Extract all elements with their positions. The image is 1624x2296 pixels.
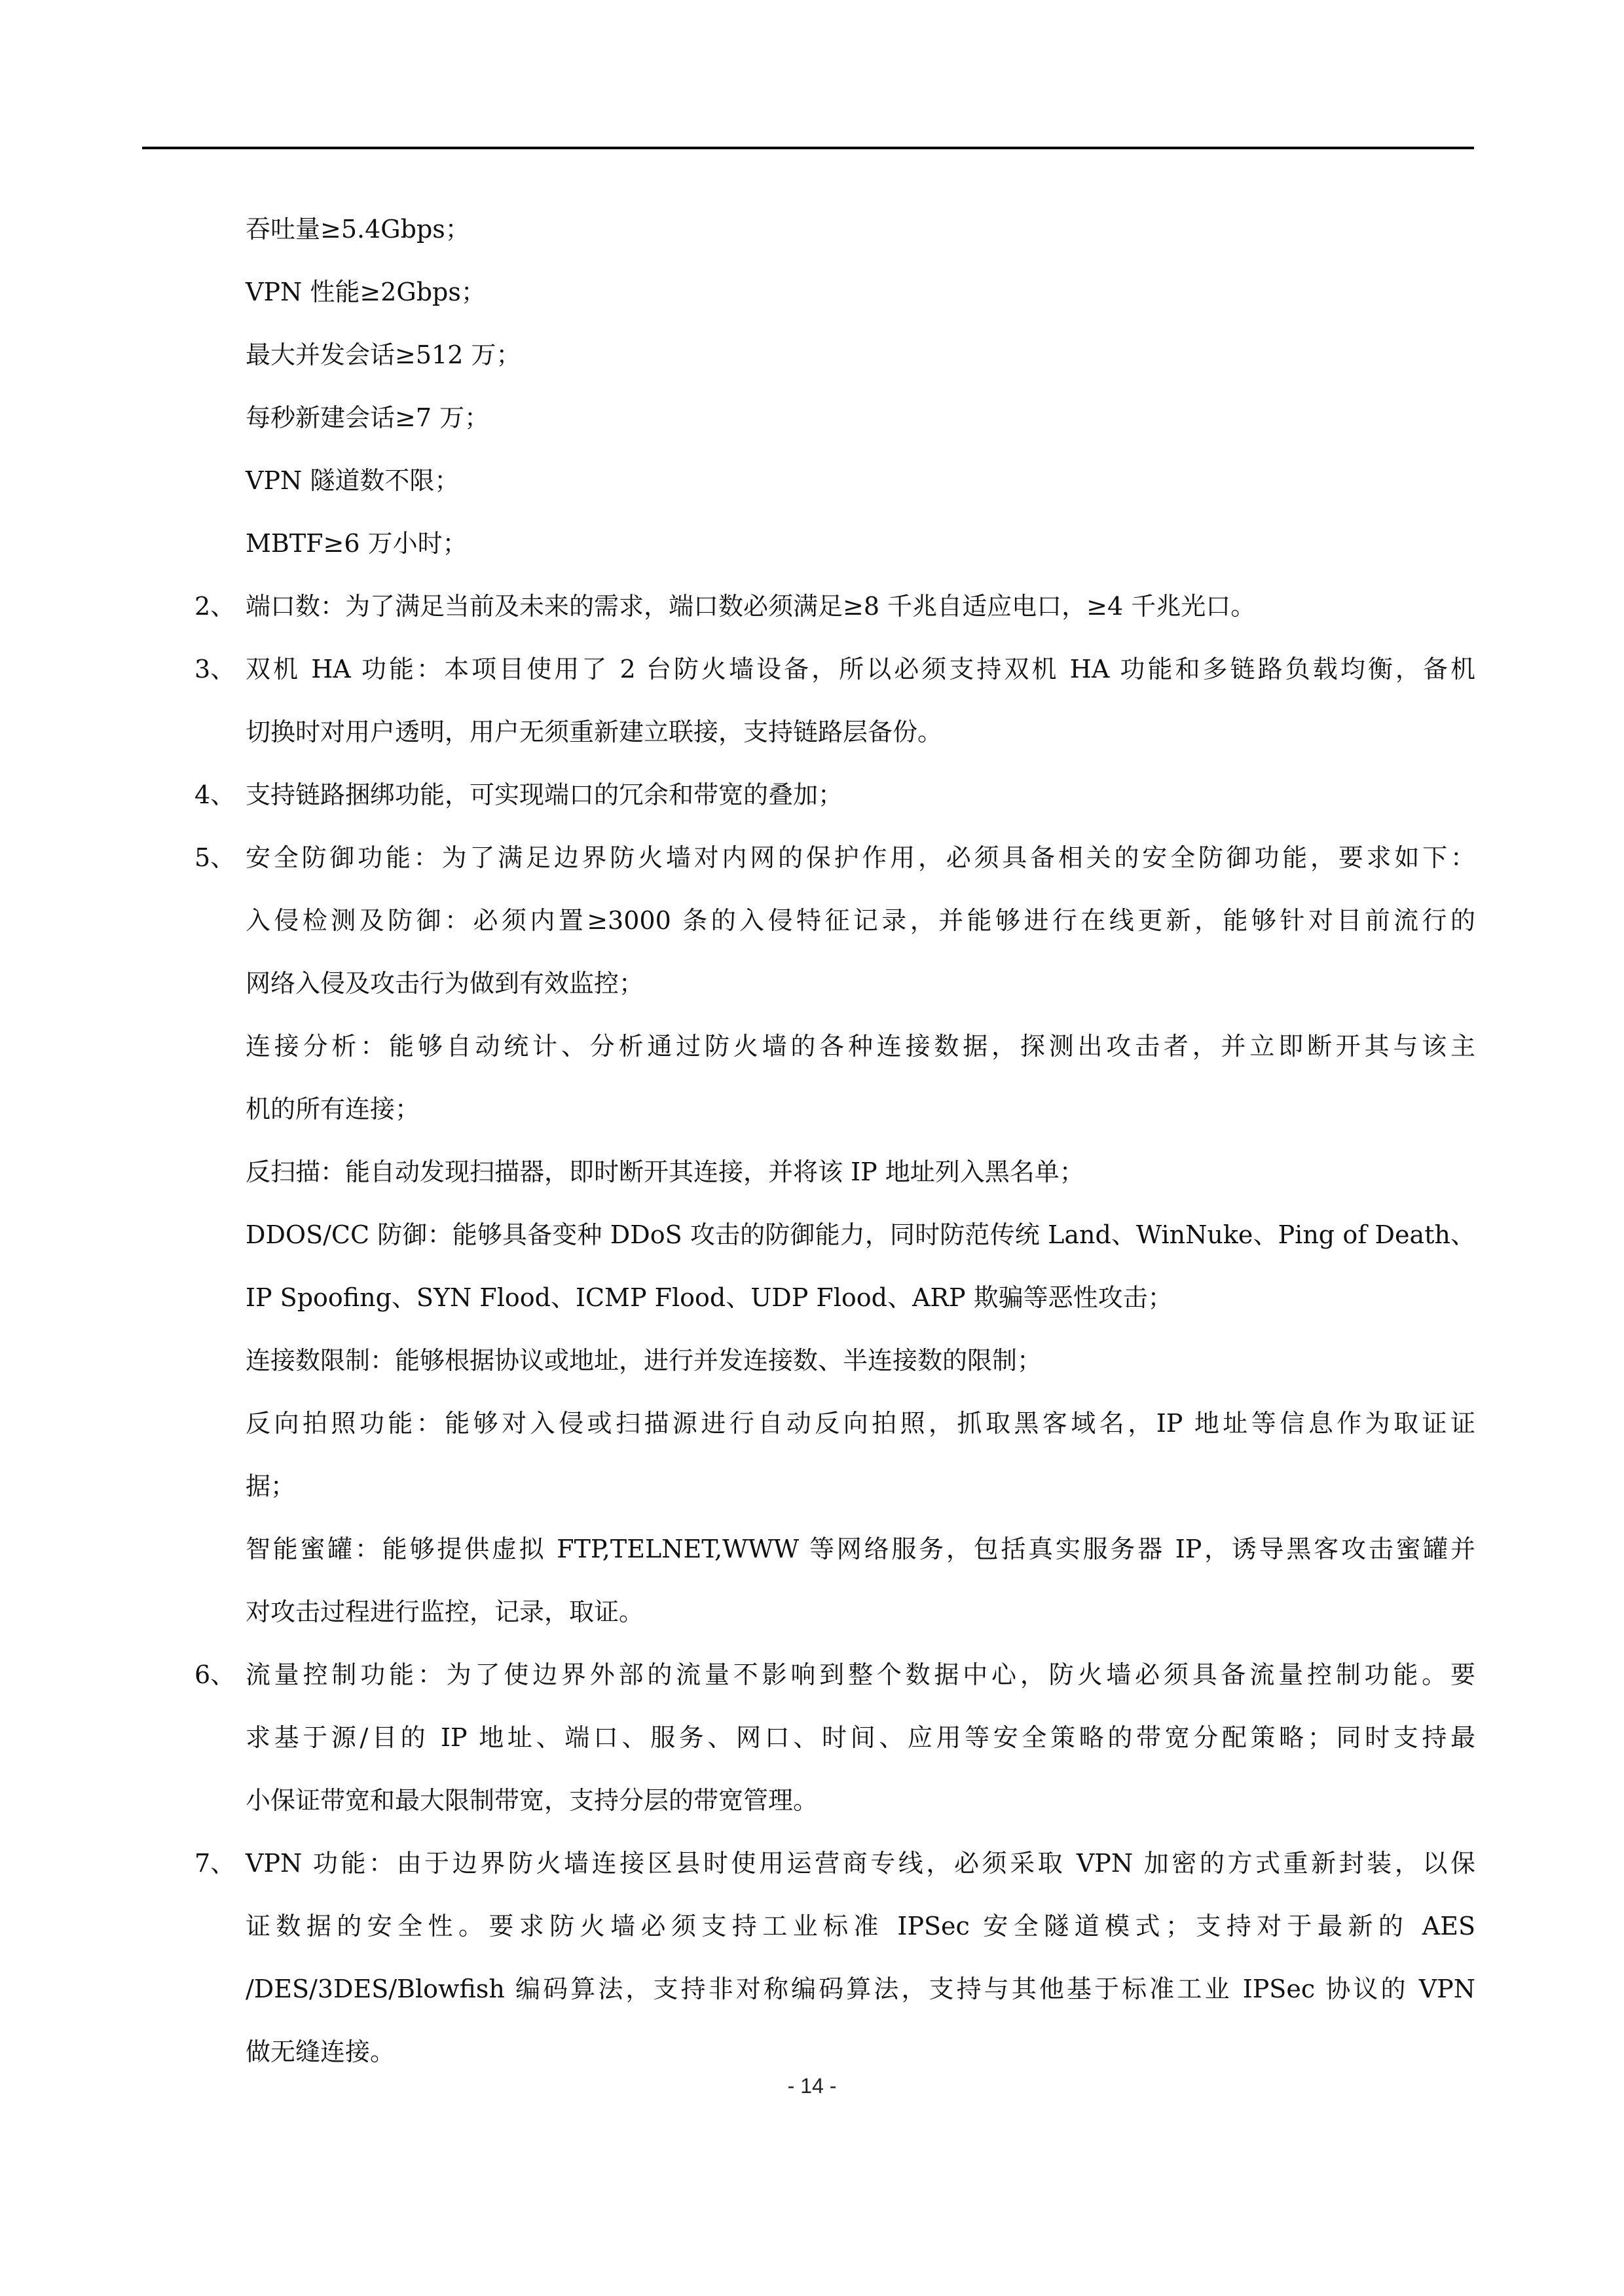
- page-number: - 14 -: [787, 2074, 837, 2098]
- item-vpn-line-4: 做无缝连接。: [246, 2037, 396, 2066]
- item-traffic-line-3: 小保证带宽和最大限制带宽，支持分层的带宽管理。: [246, 1786, 819, 1815]
- security-anti-scan: 反扫描：能自动发现扫描器，即时断开其连接，并将该 IP 地址列入黑名单；: [246, 1157, 1084, 1186]
- item-security-intro: 安全防御功能：为了满足边界防火墙对内网的保护作用，必须具备相关的安全防御功能，要求如下：: [246, 843, 1475, 872]
- item-number-5: 5、: [194, 843, 236, 872]
- item-ha-line-2: 切换时对用户透明，用户无须重新建立联接，支持链路层备份。: [246, 718, 943, 746]
- security-ddos-line-1: DDOS/CC 防御：能够具备变种 DDoS 攻击的防御能力，同时防范传统 Land、WinNuke、Ping of Death、: [246, 1220, 1475, 1249]
- spec-vpn-tunnels: VPN 隧道数不限；: [246, 466, 460, 495]
- item-vpn-line-3: /DES/3DES/Blowfish 编码算法，支持非对称编码算法，支持与其他基于标准工业 IPSec 协议的 VPN: [246, 1975, 1475, 2003]
- item-number-2: 2、: [194, 592, 236, 621]
- item-traffic-line-1: 流量控制功能：为了使边界外部的流量不影响到整个数据中心，防火墙必须具备流量控制功能。要: [246, 1660, 1475, 1689]
- item-ha-line-1: 双机 HA 功能：本项目使用了 2 台防火墙设备，所以必须支持双机 HA 功能和多链路负载均衡，备机: [246, 655, 1475, 683]
- item-number-6: 6、: [194, 1660, 236, 1689]
- item-traffic-line-2: 求基于源/目的 IP 地址、端口、服务、网口、时间、应用等安全策略的带宽分配策略；同时支持最: [246, 1723, 1475, 1752]
- security-conn-analysis-line-2: 机的所有连接；: [246, 1095, 420, 1123]
- item-vpn-line-2: 证数据的安全性。要求防火墙必须支持工业标准 IPSec 安全隧道模式；支持对于最新的 AES: [246, 1912, 1475, 1941]
- security-reverse-photo-line-2: 据；: [246, 1472, 296, 1501]
- item-ports: 端口数：为了满足当前及未来的需求，端口数必须满足≥8 千兆自适应电口，≥4 千兆光口。: [246, 592, 1256, 621]
- item-number-4: 4、: [194, 780, 236, 809]
- spec-max-sessions: 最大并发会话≥512 万；: [246, 340, 521, 369]
- security-ddos-line-2: IP Spoofing、SYN Flood、ICMP Flood、UDP Flood、ARP 欺骗等恶性攻击；: [246, 1283, 1173, 1312]
- item-vpn-line-1: VPN 功能：由于边界防火墙连接区县时使用运营商专线，必须采取 VPN 加密的方式重新封装，以保: [246, 1849, 1475, 1878]
- security-ids-line-1: 入侵检测及防御：必须内置≥3000 条的入侵特征记录，并能够进行在线更新，能够针对目前流行的: [246, 906, 1475, 935]
- security-reverse-photo-line-1: 反向拍照功能：能够对入侵或扫描源进行自动反向拍照，抓取黑客域名，IP 地址等信息作为取证证: [246, 1409, 1475, 1438]
- security-honeypot-line-2: 对攻击过程进行监控，记录，取证。: [246, 1597, 644, 1626]
- spec-new-sessions: 每秒新建会话≥7 万；: [246, 403, 490, 432]
- item-link-bonding: 支持链路捆绑功能，可实现端口的冗余和带宽的叠加；: [246, 780, 843, 809]
- security-conn-limit: 连接数限制：能够根据协议或地址，进行并发连接数、半连接数的限制；: [246, 1346, 1043, 1375]
- header-rule: [142, 147, 1474, 149]
- spec-throughput: 吞吐量≥5.4Gbps；: [246, 215, 470, 244]
- spec-vpn-performance: VPN 性能≥2Gbps；: [246, 278, 486, 306]
- item-number-7: 7、: [194, 1849, 236, 1878]
- spec-mbtf: MBTF≥6 万小时；: [246, 529, 468, 558]
- item-number-3: 3、: [194, 655, 236, 683]
- security-ids-line-2: 网络入侵及攻击行为做到有效监控；: [246, 969, 644, 998]
- security-conn-analysis-line-1: 连接分析：能够自动统计、分析通过防火墙的各种连接数据，探测出攻击者，并立即断开其与该主: [246, 1032, 1475, 1061]
- security-honeypot-line-1: 智能蜜罐：能够提供虚拟 FTP,TELNET,WWW 等网络服务，包括真实服务器 IP，诱导黑客攻击蜜罐并: [246, 1535, 1475, 1563]
